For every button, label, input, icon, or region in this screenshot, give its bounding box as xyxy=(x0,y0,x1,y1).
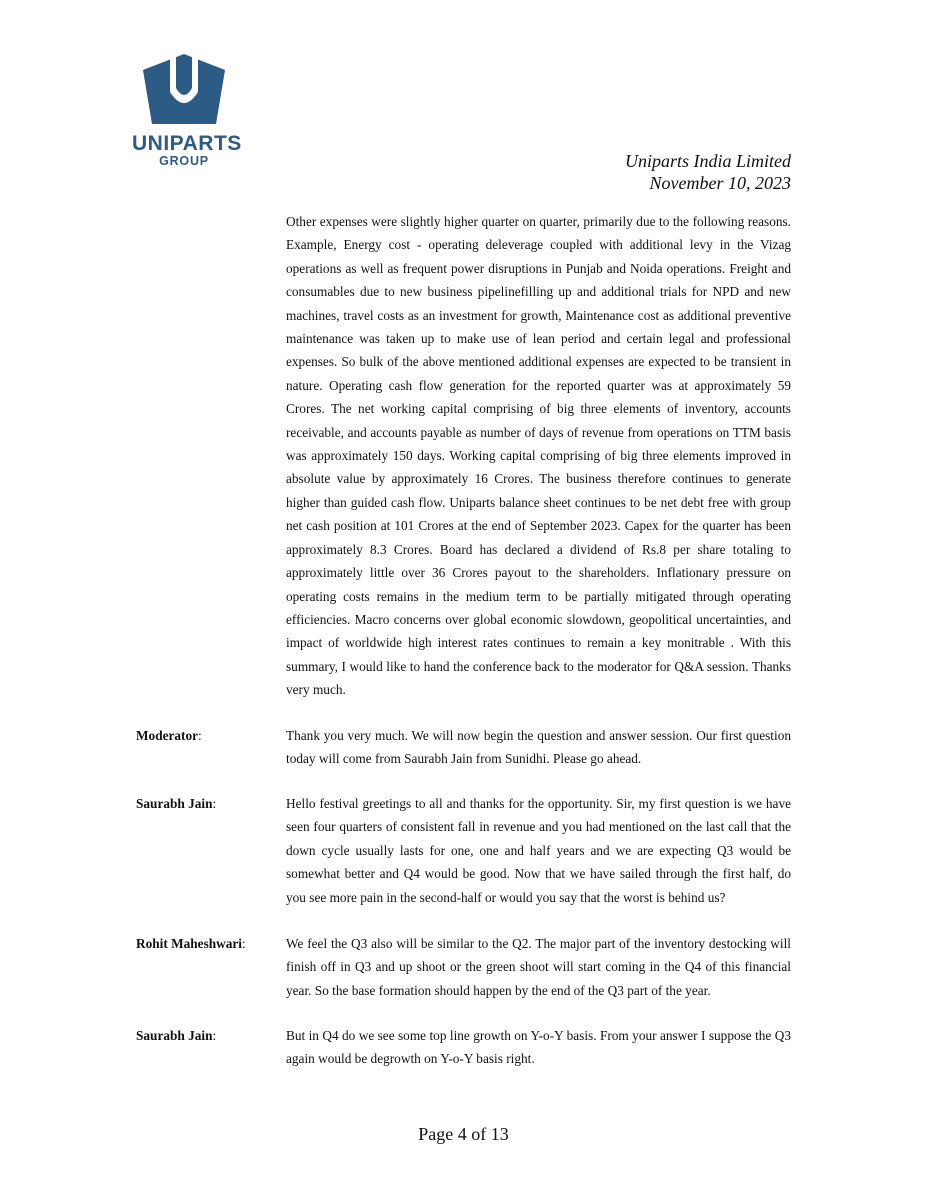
company-logo xyxy=(132,52,242,170)
dialogue-text: Thank you very much. We will now begin the question and answer session. Our first question today will come from Saurabh Jain from Sunidhi. Please go ahead. xyxy=(286,728,791,767)
speaker-label: Moderator: xyxy=(136,728,202,743)
company-name: Uniparts India Limited xyxy=(624,151,791,171)
speaker-name: Saurabh Jain xyxy=(136,1028,213,1043)
speaker-name: Rohit Maheshwari xyxy=(136,936,243,951)
speaker-name: Moderator xyxy=(136,728,199,743)
speaker-label: Saurabh Jain: xyxy=(136,1028,217,1043)
pentagon-emblem-icon xyxy=(132,52,236,132)
page-number: Page 4 of 13 xyxy=(418,1124,509,1144)
dialogue-text: But in Q4 do we see some top line growth on Y-o-Y basis. From your answer I suppose the Q3 again would be degrowth on Y-o-Y basis right. xyxy=(286,1028,791,1067)
logo-brand-text: UNIPARTS xyxy=(132,132,242,155)
document-header xyxy=(625,150,791,194)
intro-paragraph: Other expenses were slightly higher quarter on quarter, primarily due to the following reasons. Example, Energy cost - operating deleverage coupled with additional levy in the Vizag operations as well as frequent power disruptions in Punjab and Noida operations. Freight and consumables due to new business pipelinefilling up and additional trials for NPD and new machines, travel costs as an investment for growth, Maintenance cost as additional preventive maintenance was taken up to make use of lean period and certain legal and professional expenses. So bulk of the above mentioned additional expenses are expected to be transient in nature. Operating cash flow generation for the reported quarter was at approximately 59 Crores. The net working capital comprising of big three elements of inventory, accounts receivable, and accounts payable as number of days of revenue from operations on TTM basis was approximately 150 days. Working capital comprising of big three elements improved in absolute value by approximately 16 Crores. The business therefore continues to generate higher than guided cash flow. Uniparts balance sheet continues to be net debt free with group net cash position at 101 Crores at the end of September 2023. Capex for the quarter has been approximately 8.3 Crores. Board has declared a dividend of Rs.8 per share totaling to approximately little over 36 Crores payout to the shareholders. Inflationary pressure on operating costs remains in the medium term to be partially mitigated through operating efficiencies. Macro concerns over global economic slowdown, geopolitical uncertainties, and impact of worldwide high interest rates continues to remain a key monitrable . With this summary, I would like to hand the conference back to the moderator for Q&A session. Thanks very much. xyxy=(286,214,791,698)
speaker-label: Rohit Maheshwari: xyxy=(136,936,246,951)
dialogue-text: We feel the Q3 also will be similar to the Q2. The major part of the inventory destocking will finish off in Q3 and up shoot or the green shoot will start coming in the Q4 of this financial year. So the base formation should happen by the end of the Q3 part of the year. xyxy=(286,936,791,998)
speaker-name: Saurabh Jain xyxy=(136,796,213,811)
logo-sub-text: GROUP xyxy=(159,154,209,168)
dialogue-text: Hello festival greetings to all and thanks for the opportunity. Sir, my first question is we have seen four quarters of consistent fall in revenue and you had mentioned on the last call that the down cycle usually lasts for one, one and half years and we are expecting Q3 would be somewhat better and Q4 would be good. Now that we have sailed through the first half, do you see more pain in the second-half or would you say that the worst is behind us? xyxy=(286,796,791,905)
document-date: November 10, 2023 xyxy=(649,173,791,193)
speaker-label: Saurabh Jain: xyxy=(136,796,217,811)
